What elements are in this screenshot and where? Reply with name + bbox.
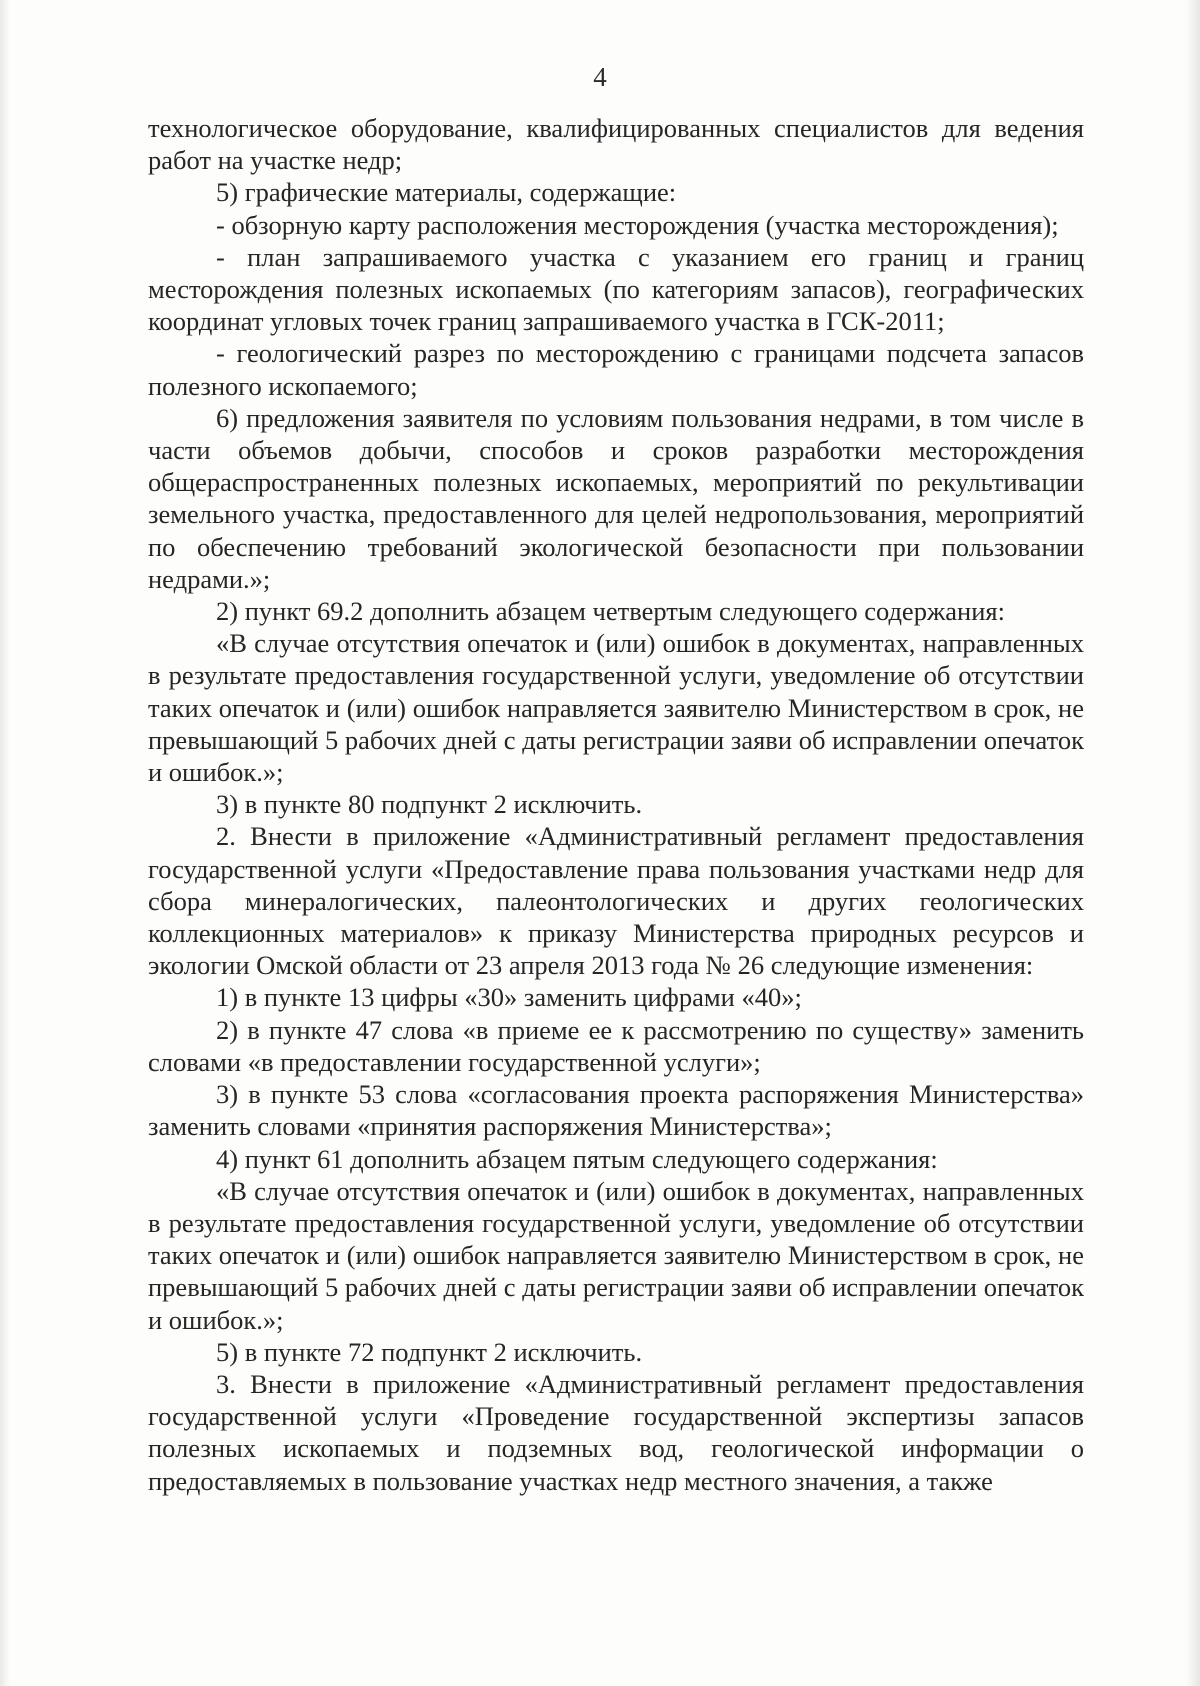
paragraph: 6) предложения заявителя по условиям пользования недрами, в том числе в части объемов добычи, способов и сроков разработки месторождения общераспространенных полезных ископаемых, мероприятий по рекультивации земельного участка, предоставленного для целей недропользования, мероприятий по обеспечению требований экологической безопасности при пользовании недрами.»;	[148, 402, 1084, 594]
paragraph: 3) в пункте 80 подпункт 2 исключить.	[216, 789, 643, 820]
page-number: 4	[593, 62, 607, 92]
paragraph: 5) в пункте 72 подпункт 2 исключить.	[216, 1336, 643, 1367]
document-body	[148, 112, 1084, 1497]
paragraph: 2) пункт 69.2 дополнить абзацем четвертым следующего содержания:	[216, 596, 1005, 627]
scan-edge-left	[0, 0, 10, 1686]
paragraph: «В случае отсутствия опечаток и (или) ошибок в документах, направленных в результате предоставления государственной услуги, уведомление об отсутствии таких опечаток и (или) ошибок направляется заявителю Министерством в срок, не превышающий 5 рабочих дней с даты регистрации заяви об исправлении опечаток и ошибок.»;	[148, 1175, 1084, 1335]
paragraph: - геологический разрез по месторождению с границами подсчета запасов полезного ископаемого;	[148, 338, 1084, 401]
paragraph: 3) в пункте 53 слова «согласования проекта распоряжения Министерства» заменить словами «принятия распоряжения Министерства»;	[148, 1079, 1084, 1142]
paragraph: «В случае отсутствия опечаток и (или) ошибок в документах, направленных в результате предоставления государственной услуги, уведомление об отсутствии таких опечаток и (или) ошибок направляется заявителю Министерством в срок, не превышающий 5 рабочих дней с даты регистрации заяви об исправлении опечаток и ошибок.»;	[148, 628, 1084, 788]
scan-edge-right	[1186, 0, 1200, 1686]
paragraph: 3. Внести в приложение «Административный регламент предоставления государственной услуги «Проведение государственной экспертизы запасов полезных ископаемых и подземных вод, геологической информации о предоставляемых в пользование участках недр местного значения, а также	[148, 1368, 1084, 1496]
paragraph: 1) в пункте 13 цифры «30» заменить цифрами «40»;	[216, 982, 802, 1013]
paragraph: 2. Внести в приложение «Административный регламент предоставления государственной услуги «Предоставление права пользования участками недр для сбора минералогических, палеонтологических и других геологических коллекционных материалов» к приказу Министерства природных ресурсов и экологии Омской области от 23 апреля 2013 года № 26 следующие изменения:	[148, 821, 1084, 981]
paragraph: технологическое оборудование, квалифицированных специалистов для ведения работ на участке недр;	[148, 113, 1084, 176]
paragraph: - план запрашиваемого участка с указанием его границ и границ месторождения полезных ископаемых (по категориям запасов), географических координат угловых точек границ запрашиваемого участка в ГСК-2011;	[148, 241, 1084, 337]
paragraph: - обзорную карту расположения месторождения (участка месторождения);	[216, 209, 1059, 240]
paragraph: 5) графические материалы, содержащие:	[216, 177, 677, 208]
paragraph: 4) пункт 61 дополнить абзацем пятым следующего содержания:	[216, 1143, 938, 1174]
paragraph: 2) в пункте 47 слова «в приеме ее к рассмотрению по существу» заменить словами «в предоставлении государственной услуги»;	[148, 1014, 1084, 1077]
